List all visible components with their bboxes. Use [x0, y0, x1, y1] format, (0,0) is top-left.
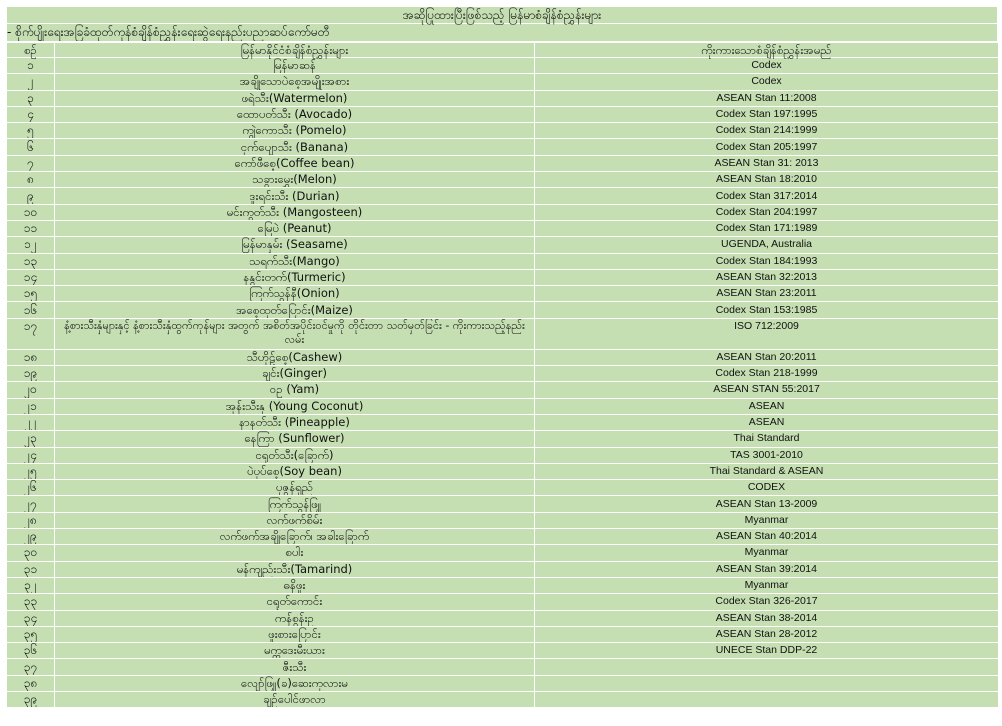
table-row — [7, 626, 999, 642]
table-row — [7, 398, 999, 414]
row-number[interactable]: ၂၆ — [7, 480, 55, 496]
spreadsheet — [6, 6, 998, 708]
row-reference-standard[interactable]: Codex Stan 326-2017 — [535, 594, 999, 610]
row-reference-standard[interactable]: CODEX — [535, 480, 999, 496]
row-myanmar-standard[interactable]: နနွင်းတက်(Turmeric) — [55, 269, 535, 285]
row-reference-standard[interactable]: ASEAN Stan 31: 2013 — [535, 155, 999, 171]
table-row — [7, 349, 999, 365]
row-myanmar-standard[interactable]: ကြက်သွန်ဖြူ — [55, 496, 535, 512]
row-myanmar-standard[interactable]: ဝဥ (Yam) — [55, 382, 535, 398]
row-myanmar-standard[interactable]: ကျွဲကောသီး (Pomelo) — [55, 123, 535, 139]
row-reference-standard[interactable]: Codex — [535, 58, 999, 74]
row-myanmar-standard[interactable]: ငရုတ်သီး(ခြောက်) — [55, 447, 535, 463]
table-row — [7, 675, 999, 691]
row-myanmar-standard[interactable]: ပုဇွန်ရှည် — [55, 480, 535, 496]
row-number[interactable]: ၁၇ — [7, 318, 55, 349]
table-row — [7, 204, 999, 220]
row-number[interactable]: ၁၅ — [7, 286, 55, 302]
table-row — [7, 302, 999, 318]
table-row — [7, 220, 999, 236]
row-number[interactable]: ၈ — [7, 172, 55, 188]
table-row — [7, 463, 999, 479]
row-myanmar-standard[interactable]: ပဲပုပ်စေ့(Soy bean) — [55, 463, 535, 479]
row-number[interactable]: ၂၀ — [7, 382, 55, 398]
row-number[interactable]: ၃၁ — [7, 561, 55, 577]
standards-table — [6, 42, 999, 708]
table-row — [7, 594, 999, 610]
row-reference-standard[interactable]: ASEAN Stan 38-2014 — [535, 610, 999, 626]
row-myanmar-standard[interactable]: မြန်မာနှမ်း (Seasame) — [55, 237, 535, 253]
row-number[interactable]: ၃၂ — [7, 577, 55, 593]
row-reference-standard[interactable]: Myanmar — [535, 512, 999, 528]
table-row — [7, 610, 999, 626]
row-number[interactable]: ၂၁ — [7, 398, 55, 414]
row-number[interactable]: ၃၇ — [7, 659, 55, 675]
row-myanmar-standard[interactable]: ကန်စွန်းဥ — [55, 610, 535, 626]
table-row — [7, 382, 999, 398]
row-myanmar-standard[interactable]: ငရုတ်ကောင်း — [55, 594, 535, 610]
row-number[interactable]: ၂၅ — [7, 463, 55, 479]
row-number[interactable]: ၁၁ — [7, 220, 55, 236]
row-reference-standard[interactable]: Codex Stan 204:1997 — [535, 204, 999, 220]
row-myanmar-standard[interactable]: လက်ဖက်အချိုခြောက်၊ အခါးခြောက် — [55, 529, 535, 545]
row-number[interactable]: ၅ — [7, 123, 55, 139]
row-number[interactable]: ၃၆ — [7, 643, 55, 659]
row-number[interactable]: ၃၀ — [7, 545, 55, 561]
row-number[interactable]: ၉ — [7, 188, 55, 204]
row-number[interactable]: ၁၃ — [7, 253, 55, 269]
row-myanmar-standard[interactable]: နာနတ်သီး (Pineapple) — [55, 414, 535, 430]
table-row — [7, 447, 999, 463]
row-reference-standard[interactable]: ASEAN Stan 40:2014 — [535, 529, 999, 545]
table-row — [7, 106, 999, 122]
table-row — [7, 512, 999, 528]
row-myanmar-standard[interactable]: ငှက်ပျောသီး (Banana) — [55, 139, 535, 155]
row-number[interactable]: ၄ — [7, 106, 55, 122]
row-number[interactable]: ၃၄ — [7, 610, 55, 626]
row-reference-standard[interactable]: ASEAN — [535, 414, 999, 430]
row-reference-standard[interactable]: Myanmar — [535, 545, 999, 561]
row-reference-standard[interactable] — [535, 691, 999, 707]
row-number[interactable]: ၇ — [7, 155, 55, 171]
row-number[interactable]: ၃၉ — [7, 691, 55, 707]
row-reference-standard[interactable]: Codex Stan 218-1999 — [535, 366, 999, 382]
row-number[interactable]: ၂၉ — [7, 529, 55, 545]
table-row — [7, 480, 999, 496]
row-reference-standard[interactable]: ASEAN STAN 55:2017 — [535, 382, 999, 398]
row-reference-standard[interactable]: Codex Stan 184:1993 — [535, 253, 999, 269]
row-number[interactable]: ၁၆ — [7, 302, 55, 318]
row-reference-standard[interactable]: Codex Stan 205:1997 — [535, 139, 999, 155]
row-number[interactable]: ၁၀ — [7, 204, 55, 220]
row-number[interactable]: ၂၂ — [7, 414, 55, 430]
row-number[interactable]: ၂ — [7, 74, 55, 90]
row-reference-standard[interactable]: ASEAN Stan 32:2013 — [535, 269, 999, 285]
table-row — [7, 74, 999, 90]
row-reference-standard[interactable]: Codex Stan 317:2014 — [535, 188, 999, 204]
row-myanmar-standard[interactable]: ဖရဲသီး(Watermelon) — [55, 90, 535, 106]
table-row — [7, 139, 999, 155]
table-row — [7, 561, 999, 577]
row-number[interactable]: ၂၇ — [7, 496, 55, 512]
row-reference-standard[interactable]: Myanmar — [535, 577, 999, 593]
row-myanmar-standard[interactable]: ကော်ဖီစေ့(Coffee bean) — [55, 155, 535, 171]
row-reference-standard[interactable]: ASEAN Stan 20:2011 — [535, 349, 999, 365]
row-reference-standard[interactable]: UGENDA, Australia — [535, 237, 999, 253]
row-reference-standard[interactable]: ISO 712:2009 — [535, 318, 999, 349]
header-row — [7, 43, 999, 58]
row-reference-standard[interactable]: Thai Standard — [535, 431, 999, 447]
row-myanmar-standard[interactable]: အုန်းသီးနု (Young Coconut) — [55, 398, 535, 414]
table-row — [7, 253, 999, 269]
row-myanmar-standard[interactable]: နေကြာ (Sunflower) — [55, 431, 535, 447]
table-row — [7, 58, 999, 74]
row-reference-standard[interactable]: Codex Stan 197:1995 — [535, 106, 999, 122]
header-myanmar-standard[interactable]: မြန်မာနိုင်ငံစံချိန်စံညွှန်းများ — [55, 43, 535, 58]
table-row — [7, 414, 999, 430]
row-number[interactable]: ၁၉ — [7, 366, 55, 382]
row-reference-standard[interactable]: UNECE Stan DDP-22 — [535, 643, 999, 659]
row-myanmar-standard[interactable]: မြန်မာဆန် — [55, 58, 535, 74]
row-number[interactable]: ၃ — [7, 90, 55, 106]
table-row — [7, 529, 999, 545]
row-myanmar-standard[interactable]: ဇီးသီး — [55, 659, 535, 675]
row-reference-standard[interactable]: Thai Standard & ASEAN — [535, 463, 999, 479]
row-reference-standard[interactable]: ASEAN Stan 23:2011 — [535, 286, 999, 302]
row-myanmar-standard[interactable]: နံ့စားသီးနှံများနှင့် နံ့စားသီးနှံထွက်ကုန်များ အတွက် အစိတ်အပိုင်းဝင်မှုကို တိုင်းတာ သတ်မှတ်ခြင်း - ကိုးကားသည့်နည်းလမ်း — [55, 318, 535, 349]
table-row — [7, 286, 999, 302]
row-myanmar-standard[interactable]: အချိုသောပဲစေ့အမျိုးအစား — [55, 74, 535, 90]
row-reference-standard[interactable]: ASEAN Stan 28-2012 — [535, 626, 999, 642]
row-number[interactable]: ၂၄ — [7, 447, 55, 463]
table-row — [7, 318, 999, 349]
row-reference-standard[interactable]: Codex Stan 153:1985 — [535, 302, 999, 318]
table-row — [7, 691, 999, 707]
row-reference-standard[interactable]: ASEAN Stan 18:2010 — [535, 172, 999, 188]
row-number[interactable]: ၂၈ — [7, 512, 55, 528]
row-number[interactable]: ၃၃ — [7, 594, 55, 610]
row-myanmar-standard[interactable]: မင်းကွတ်သီး (Mangosteen) — [55, 204, 535, 220]
table-row — [7, 123, 999, 139]
row-myanmar-standard[interactable]: မက္ကဒေးမီးယား — [55, 643, 535, 659]
row-reference-standard[interactable]: ASEAN Stan 13-2009 — [535, 496, 999, 512]
row-myanmar-standard[interactable]: သီဟိုဠ်စေ့(Cashew) — [55, 349, 535, 365]
row-number[interactable]: ၁၄ — [7, 269, 55, 285]
row-number[interactable]: ၁၈ — [7, 349, 55, 365]
table-row — [7, 237, 999, 253]
table-row — [7, 431, 999, 447]
sheet-subtitle: - စိုက်ပျိုးရေးအခြခံထုတ်ကုန်စံချိန်စံညွှန်းရေးဆွဲရေးနည်းပညာဆပ်ကော်မတီ — [6, 24, 998, 42]
row-reference-standard[interactable]: ASEAN — [535, 398, 999, 414]
sheet-title: အဆိုပြုထားပြီးဖြစ်သည့် မြန်မာစံချိန်စံညွှန်းများ — [6, 6, 998, 24]
row-myanmar-standard[interactable]: သရက်သီး(Mango) — [55, 253, 535, 269]
row-number[interactable]: ၃၅ — [7, 626, 55, 642]
row-myanmar-standard[interactable]: ကြက်သွန်နီ(Onion) — [55, 286, 535, 302]
row-number[interactable]: ၁၂ — [7, 237, 55, 253]
row-myanmar-standard[interactable]: လက်ဖက်စိမ်း — [55, 512, 535, 528]
header-no[interactable]: စဉ် — [7, 43, 55, 58]
row-reference-standard[interactable] — [535, 659, 999, 675]
table-row — [7, 577, 999, 593]
row-myanmar-standard[interactable]: ထောပတ်သီး (Avocado) — [55, 106, 535, 122]
row-number[interactable]: ၂၃ — [7, 431, 55, 447]
row-reference-standard[interactable]: Codex Stan 214:1999 — [535, 123, 999, 139]
table-row — [7, 90, 999, 106]
row-myanmar-standard[interactable]: လျော်ဖြူ(ခ)ဆေးကုလားမ — [55, 675, 535, 691]
table-row — [7, 659, 999, 675]
table-row — [7, 188, 999, 204]
row-myanmar-standard[interactable]: မြေပဲ (Peanut) — [55, 220, 535, 236]
table-row — [7, 172, 999, 188]
row-reference-standard[interactable]: Codex Stan 171:1989 — [535, 220, 999, 236]
row-reference-standard[interactable]: ASEAN Stan 39:2014 — [535, 561, 999, 577]
row-myanmar-standard[interactable]: ဒူးရင်းသီး (Durian) — [55, 188, 535, 204]
row-number[interactable]: ၁ — [7, 58, 55, 74]
row-myanmar-standard[interactable]: မန်ကျည်းသီး(Tamarind) — [55, 561, 535, 577]
row-myanmar-standard[interactable]: ချင်း(Ginger) — [55, 366, 535, 382]
row-reference-standard[interactable]: Codex — [535, 74, 999, 90]
table-row — [7, 366, 999, 382]
row-reference-standard[interactable] — [535, 675, 999, 691]
table-row — [7, 155, 999, 171]
table-row — [7, 643, 999, 659]
table-row — [7, 496, 999, 512]
row-reference-standard[interactable]: TAS 3001-2010 — [535, 447, 999, 463]
row-number[interactable]: ၆ — [7, 139, 55, 155]
table-row — [7, 545, 999, 561]
table-body — [7, 58, 999, 708]
row-myanmar-standard[interactable]: အစေ့ထုတ်ပြောင်း(Maize) — [55, 302, 535, 318]
row-myanmar-standard[interactable]: ချဉ်ပေါင်ဖာလာ — [55, 691, 535, 707]
row-myanmar-standard[interactable]: ဖူးစားပြောင်း — [55, 626, 535, 642]
row-reference-standard[interactable]: ASEAN Stan 11:2008 — [535, 90, 999, 106]
row-myanmar-standard[interactable]: ဓနိဖူး — [55, 577, 535, 593]
row-myanmar-standard[interactable]: စပါး — [55, 545, 535, 561]
row-myanmar-standard[interactable]: သခွားမွှေး(Melon) — [55, 172, 535, 188]
header-reference-standard[interactable]: ကိုးကားသောစံချိန်စံညွှန်းအမည် — [535, 43, 999, 58]
row-number[interactable]: ၃၈ — [7, 675, 55, 691]
table-row — [7, 269, 999, 285]
